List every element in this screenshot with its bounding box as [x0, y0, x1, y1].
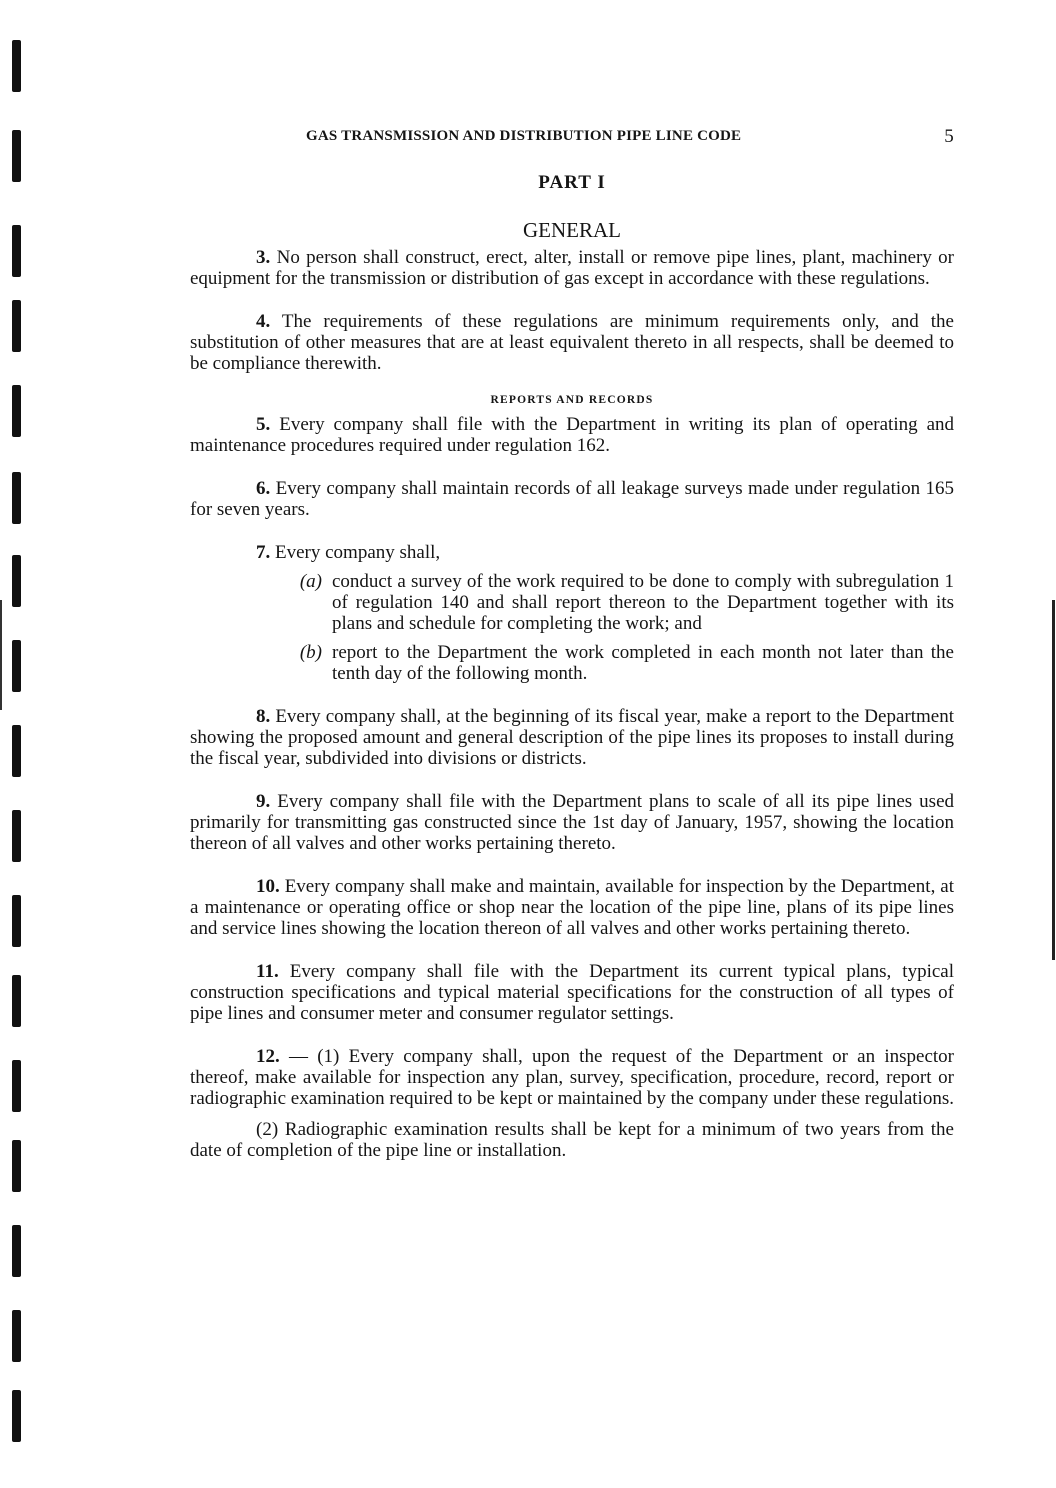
- section-number: 8.: [256, 706, 271, 727]
- reports-heading: REPORTS AND RECORDS: [490, 394, 654, 406]
- section-number: 12.: [256, 1046, 280, 1067]
- header-title: GAS TRANSMISSION AND DISTRIBUTION PIPE LINE CODE: [306, 128, 742, 144]
- clause-a: [190, 571, 954, 634]
- section-text: Every company shall make and maintain, available for inspection by the Department, at a maintenance or operating office or shop near the location of the pipe line, plans of its pipe lines and service lines showing the location thereon of all valves and other works pertaining thereto.: [190, 876, 954, 939]
- page-number: 5: [944, 126, 954, 147]
- section-text: (2) Radiographic examination results shall be kept for a minimum of two years from the date of completion of the pipe line or installation.: [190, 1119, 954, 1161]
- section-number: 11.: [256, 961, 279, 982]
- right-edge-rule: [1052, 600, 1055, 960]
- section-8: [190, 706, 954, 769]
- section-text: No person shall construct, erect, alter, install or remove pipe lines, plant, machinery or equipment for the transmission or distribution of gas except in accordance with these regulations.: [190, 247, 954, 289]
- section-number: 10.: [256, 876, 280, 897]
- section-12: [190, 1046, 954, 1109]
- section-text: Every company shall file with the Department plans to scale of all its pipe lines used primarily for transmitting gas constructed since the 1st day of January, 1957, showing the location thereon of all valves and other works pertaining thereto.: [190, 791, 954, 854]
- section-heading: GENERAL: [523, 218, 621, 242]
- section-12-subsection-2: [190, 1119, 954, 1161]
- clause-label: (a): [299, 571, 322, 592]
- section-text: Every company shall,: [275, 542, 441, 563]
- section-number: 6.: [256, 478, 271, 499]
- section-text: Every company shall file with the Department its current typical plans, typical construction specifications and typical material specifications for the construction of all types of pipe lines and consumer meter and consumer regulator settings.: [190, 961, 955, 1024]
- running-header: [190, 122, 954, 152]
- clause-text: report to the Department the work completed in each month not later than the tenth day of the following month.: [332, 642, 954, 684]
- section-text: Every company shall file with the Department in writing its plan of operating and maintenance procedures required under regulation 162.: [190, 414, 954, 456]
- section-text: Every company shall, at the beginning of its fiscal year, make a report to the Department showing the proposed amount and general description of the pipe lines its proposes to install during the fiscal year, subdivided into divisions or districts.: [190, 706, 954, 769]
- part-title: PART I: [538, 172, 606, 193]
- section-3: [190, 247, 954, 289]
- section-number: 5.: [256, 414, 271, 435]
- section-10: [190, 876, 954, 939]
- section-5: [190, 414, 954, 456]
- section-9: [190, 791, 954, 854]
- left-edge-rule: [0, 600, 2, 710]
- section-4: [190, 311, 954, 374]
- clause-text: conduct a survey of the work required to be done to comply with subregulation 1 of regulation 140 and shall report thereon to the Department together with its plans and schedule for completing the work; and: [332, 571, 954, 634]
- section-7: [190, 542, 954, 563]
- section-text: The requirements of these regulations are minimum requirements only, and the substitution of other measures that are at least equivalent thereto in all respects, shall be deemed to be compliance therewith.: [190, 311, 954, 374]
- section-number: 7.: [256, 542, 271, 563]
- section-text: Every company shall maintain records of all leakage surveys made under regulation 165 for seven years.: [190, 478, 954, 520]
- section-11: [190, 961, 954, 1024]
- section-number: 3.: [256, 247, 271, 268]
- section-6: [190, 478, 954, 520]
- section-text: — (1) Every company shall, upon the request of the Department or an inspector thereof, make available for inspection any plan, survey, specification, procedure, record, report or radiographic examination required to be kept or maintained by the company under these regulations.: [190, 1046, 954, 1109]
- section-number: 4.: [256, 311, 271, 332]
- binding-marks: [10, 0, 24, 1488]
- section-number: 9.: [256, 791, 271, 812]
- document-page: [190, 122, 954, 1161]
- clause-b: [190, 642, 954, 684]
- clause-label: (b): [299, 642, 322, 663]
